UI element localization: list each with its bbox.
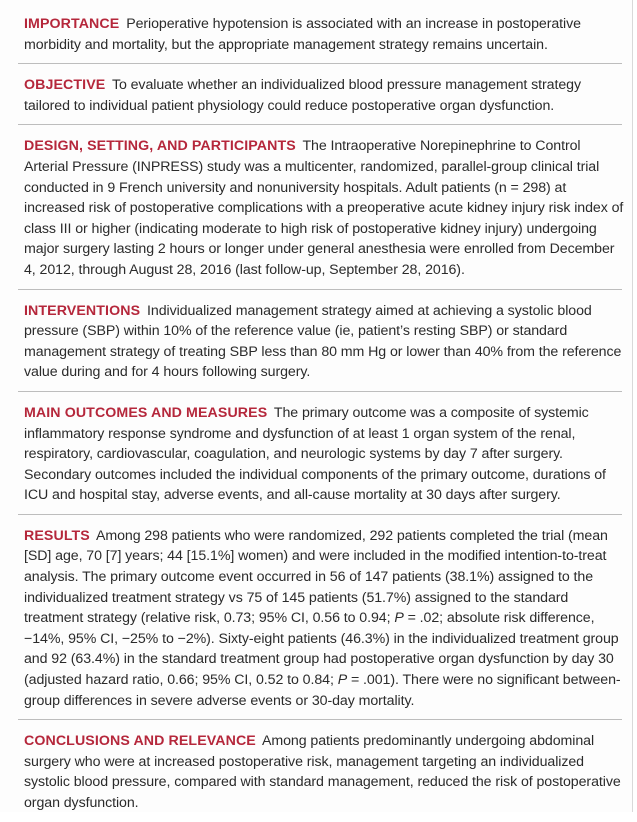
section-text: The primary outcome was a composite of systemic inflammatory response syndrome and dysfunction of at least 1 organ system of the renal, respiratory, cardiovascular, coagulation, and neurologic systems by day 7 after surgery. Secondary outcomes included the individual components of the primary outcome, durations of ICU and hospital stay, adverse events, and all-cause mortality at 30 days after surgery.	[24, 404, 606, 504]
section-heading: OBJECTIVE	[24, 77, 106, 94]
section-design-setting-participants	[0, 124, 632, 288]
section-text	[24, 528, 621, 709]
results-text-part-3: = .001). There were no significant between-group differences in severe adverse events or 30-day mortality.	[24, 672, 621, 709]
section-main-outcomes	[0, 391, 632, 514]
section-importance	[0, 0, 632, 63]
section-text: Perioperative hypotension is associated with an increase in postoperative morbidity and mortality, but the appropriate management strategy remains uncertain.	[24, 16, 581, 53]
section-heading: CONCLUSIONS AND RELEVANCE	[24, 733, 256, 750]
section-heading: INTERVENTIONS	[24, 302, 141, 319]
section-heading: DESIGN, SETTING, AND PARTICIPANTS	[24, 138, 296, 155]
section-heading: IMPORTANCE	[24, 16, 120, 32]
section-heading: MAIN OUTCOMES AND MEASURES	[24, 404, 268, 421]
section-interventions	[0, 289, 632, 391]
section-results	[0, 514, 632, 719]
section-heading: RESULTS	[24, 527, 90, 544]
section-text: Individualized management strategy aimed at achieving a systolic blood pressure (SBP) within 10% of the reference value (ie, patient’s resting SBP) or standard management strategy of treating SBP less than 80 mm Hg or lower than 40% from the reference value during and for 4 hours following surgery.	[24, 302, 622, 381]
results-text-part-2: = .02; absolute risk difference, −14%, 95% CI, −25% to −2%). Sixty-eight patients (46.3%) in the individualized treatment group and 92 (63.4%) in the standard treatment group had postoperative organ dysfunction by day 30 (adjusted hazard ratio, 0.66; 95% CI, 0.52 to 0.84;	[24, 610, 619, 689]
p-value-symbol: P	[337, 672, 348, 689]
results-text-part-1: Among 298 patients who were randomized, 292 patients completed the trial (mean [SD] age, 70 [7] years; 44 [15.1%] women) and were included in the modified intention-to-treat analysis. The primary outcome event occurred in 56 of 147 patients (38.1%) assigned to the individualized treatment strategy vs 75 of 145 patients (51.7%) assigned to the standard treatment strategy (relative risk, 0.73; 95% CI, 0.56 to 0.94;	[24, 527, 608, 627]
section-text: The Intraoperative Norepinephrine to Control Arterial Pressure (INPRESS) study was a multicenter, randomized, parallel-group clinical trial conducted in 9 French university and nonuniversity hospitals. Adult patients (n = 298) at increased risk of postoperative complications with a preoperative acute kidney injury risk index of class III or higher (indicating moderate to high risk of postoperative kidney injury) undergoing major surgery lasting 2 hours or longer under general anesthesia were enrolled from December 4, 2012, through August 28, 2016 (last follow-up, September 28, 2016).	[24, 138, 624, 278]
section-conclusions	[0, 719, 632, 821]
section-objective	[0, 63, 632, 124]
section-text: Among patients predominantly undergoing abdominal surgery who were at increased postoperative risk, management targeting an individualized systolic blood pressure, compared with standard management, reduced the risk of postoperative organ dysfunction.	[24, 733, 621, 811]
p-value-symbol: P	[394, 610, 404, 627]
section-text: To evaluate whether an individualized blood pressure management strategy tailored to individual patient physiology could reduce postoperative organ dysfunction.	[24, 77, 581, 114]
